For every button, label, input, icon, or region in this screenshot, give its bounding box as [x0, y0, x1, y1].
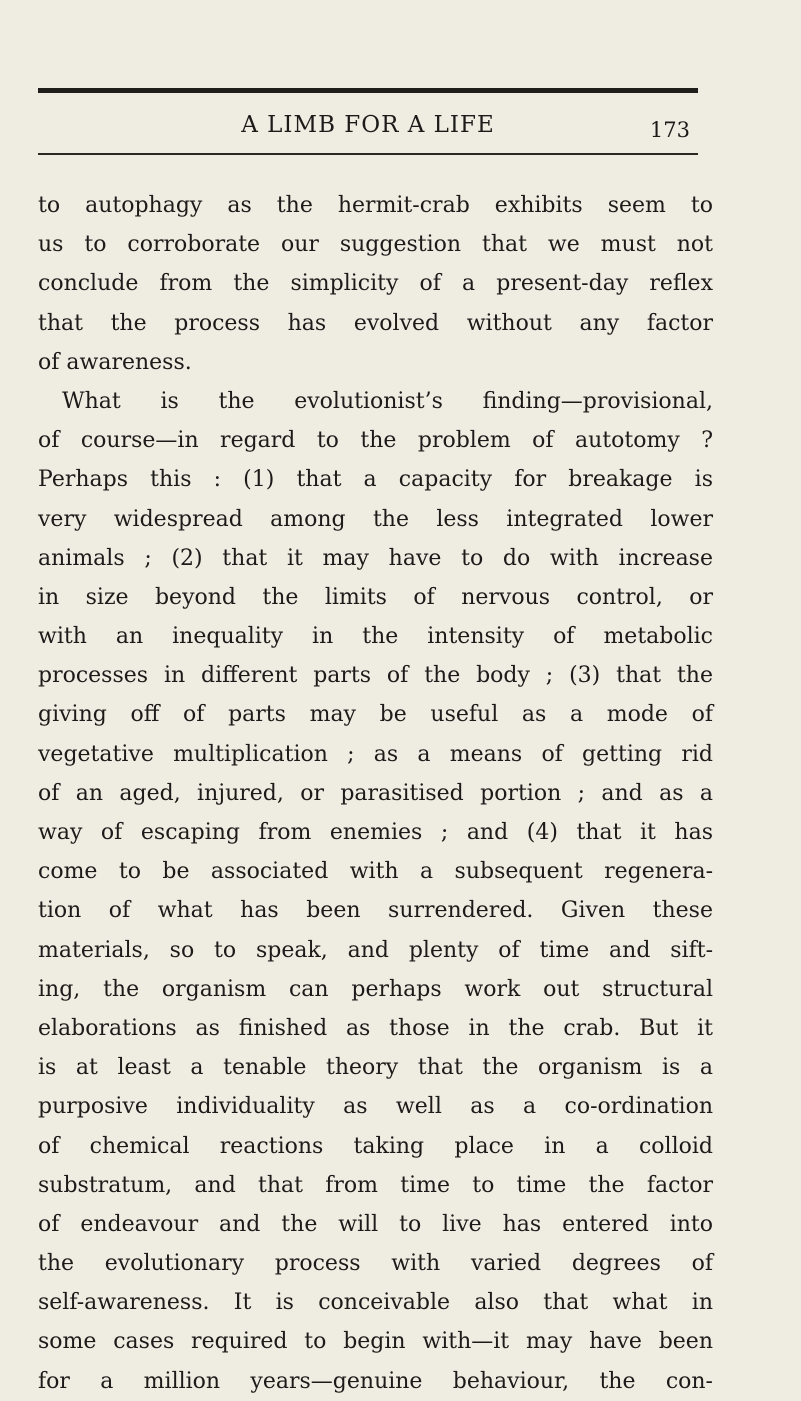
text-line: processes in different parts of the body ; (3) that the — [38, 663, 713, 689]
text-line: materials, so to speak, and plenty of time and sift- — [38, 937, 713, 963]
text-line: that the process has evolved without any factor — [38, 310, 713, 336]
text-line: of chemical reactions taking place in a colloid — [38, 1133, 713, 1159]
text-line: purposive individuality as well as a co-ordination — [38, 1094, 713, 1120]
text-line: elaborations as finished as those in the crab. But it — [38, 1015, 713, 1041]
running-header — [38, 112, 698, 156]
text-line: way of escaping from enemies ; and (4) that it has — [38, 820, 713, 845]
text-line: vegetative multiplication ; as a means of getting rid — [38, 741, 713, 767]
text-line: in size beyond the limits of nervous control, or — [38, 584, 713, 610]
text-line: What is the evolutionist’s finding—provisional, — [62, 388, 713, 414]
text-line: of endeavour and the will to live has entered into — [38, 1211, 713, 1237]
body-text — [38, 186, 713, 1401]
text-line: of course—in regard to the problem of autotomy ? — [38, 428, 713, 454]
text-line: ing, the organism can perhaps work out structural — [38, 976, 713, 1002]
text-line: is at least a tenable theory that the organism is a — [38, 1055, 713, 1081]
text-line: with an inequality in the intensity of metabolic — [38, 624, 713, 650]
text-line: of awareness. — [38, 349, 192, 375]
text-line: substratum, and that from time to time the factor — [38, 1172, 713, 1198]
text-line: some cases required to begin with—it may have been — [38, 1329, 713, 1355]
text-line: animals ; (2) that it may have to do with increase — [38, 545, 713, 571]
running-title: A LIMB FOR A LIFE — [241, 112, 495, 138]
text-line: conclude from the simplicity of a present-day reflex — [38, 271, 713, 297]
text-line: come to be associated with a subsequent regenera- — [38, 859, 713, 885]
text-line: to autophagy as the hermit-crab exhibits seem to — [38, 193, 713, 218]
text-line: tion of what has been surrendered. Given these — [38, 898, 713, 924]
header-bottom-rule — [38, 153, 698, 155]
text-line: very widespread among the less integrated lower — [38, 506, 713, 532]
header-top-rule — [38, 88, 698, 93]
page-number: 173 — [649, 118, 690, 142]
text-line: Perhaps this : (1) that a capacity for breakage is — [38, 467, 713, 493]
text-line: self-awareness. It is conceivable also that what in — [38, 1290, 713, 1316]
text-line: giving off of parts may be useful as a mode of — [38, 702, 713, 728]
text-line: for a million years—genuine behaviour, the con- — [38, 1368, 713, 1394]
text-line: of an aged, injured, or parasitised portion ; and as a — [38, 780, 713, 806]
text-line: us to corroborate our suggestion that we must not — [38, 232, 713, 258]
text-line: the evolutionary process with varied degrees of — [38, 1251, 713, 1277]
